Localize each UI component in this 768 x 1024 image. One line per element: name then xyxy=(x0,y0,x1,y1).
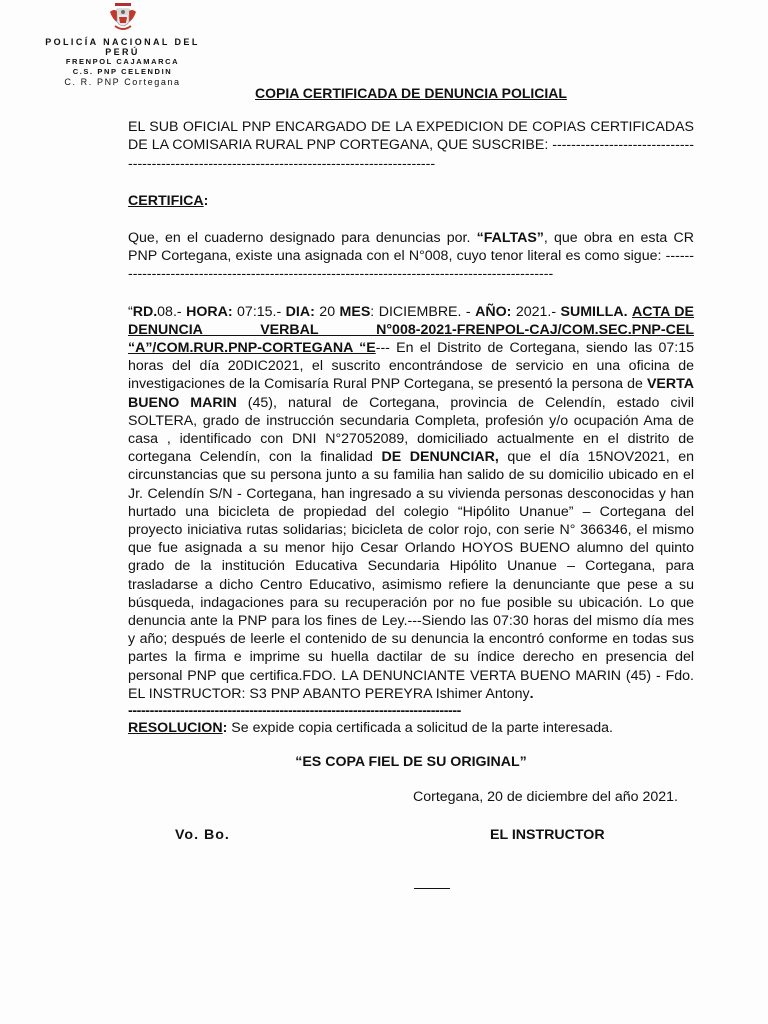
certified-copy-statement: “ES COPA FIEL DE SU ORIGINAL” xyxy=(295,754,527,771)
acta-text-1: --- En el Distrito de Cortegana, siendo las 07:15 horas del día 20DIC2021, el suscrito encontrándose de servicio en una oficina de investigaciones de la Comisaría Rural PNP Cortegana, se presentó la persona de xyxy=(128,340,694,393)
intro-paragraph: EL SUB OFICIAL PNP ENCARGADO DE LA EXPEDICION DE COPIAS CERTIFICADAS DE LA COMISARIA RURAL PNP CORTEGANA, QUE SUSCRIBE: ----------------------------------------------------------------------------------------------- xyxy=(128,119,694,172)
separator-line: ----------------------------------------------------------------------------- xyxy=(128,703,461,720)
dia-label: DIA: xyxy=(285,303,315,320)
anio-value: 2021.- xyxy=(511,303,561,320)
certifica-colon: : xyxy=(203,192,209,209)
rd-label: RD. xyxy=(132,303,158,320)
faltas-label: “FALTAS” xyxy=(476,230,544,247)
rd-value: 08.- xyxy=(157,303,187,320)
anio-label: AÑO: xyxy=(475,303,512,320)
sumilla-value: ACTA DE DENUNCIA VERBAL N°008-2021-FRENPOL-CAJ/COM.SEC.PNP-CEL “A”/COM.RUR.PNP-CORTEGANA “E xyxy=(128,303,694,357)
place-date: Cortegana, 20 de diciembre del año 2021. xyxy=(412,788,678,805)
institution-name: POLICÍA NACIONAL DEL PERÚ xyxy=(45,37,200,57)
sumilla-label: SUMILLA. xyxy=(560,303,628,320)
regional-front: FRENPOL CAJAMARCA xyxy=(65,57,180,66)
instructor-label: EL INSTRUCTOR xyxy=(490,826,605,843)
complainant-name: VERTA BUENO MARIN xyxy=(128,376,694,411)
acta-text-3: que el día 15NOV2021, en circunstancias que su persona junto a su familia han salido de su domicilio ubicado en el Jr. Celendín S/N - Cortegana, han ingresado a su vivienda personas desconocidas y han hurtado una bicicleta de propiedad del colegio “Hipólito Unanue” – Cortegana del proyecto iniciativa rutas solidarias; bicicleta de color rojo, con serie N° 366346, el mismo que fue asignada a su menor hijo Cesar Orlando HOYOS BUENO alumno del quinto grado de la institución Educativa Secundaria Hipólito Unanue – Cortegana, para trasladarse a dicho Centro Educativo, asimismo refiere la denunciante que pese a su búsqueda, indagaciones para su recuperación por no fue posible su ubicación. Lo que denuncia ante la PNP para los fines de Ley.---Siendo las 07:30 horas del mismo día mes y año; después de leerle el contenido de su denuncia la encontró conforme en todas sus partes la firma e imprime su huella dactilar de su índice derecho en presencia del personal PNP que certifica.FDO. LA DENUNCIANTE VERTA BUENO MARIN (45) - Fdo. EL INSTRUCTOR: S3 PNP ABANTO PEREYRA Ishimer Antony xyxy=(128,449,694,702)
document-body xyxy=(128,84,694,846)
sector-station: C.S. PNP CELENDIN xyxy=(72,67,173,76)
resolucion-colon: : xyxy=(222,720,228,737)
letterhead xyxy=(30,0,215,87)
acta-paragraph xyxy=(128,303,694,703)
peru-coat-of-arms-icon xyxy=(106,2,140,36)
certifica-heading xyxy=(128,192,694,210)
signature-line xyxy=(414,888,450,889)
document-title: COPIA CERTIFICADA DE DENUNCIA POLICIAL xyxy=(255,85,567,101)
mes-label: MES xyxy=(339,303,371,320)
hora-label: HORA: xyxy=(186,303,233,320)
acta-end: . xyxy=(529,685,534,702)
resolucion-text: Se expide copia certificada a solicitud de la parte interesada. xyxy=(227,720,613,737)
vobo-label: Vo. Bo. xyxy=(175,826,230,843)
purpose-label: DE DENUNCIAR, xyxy=(381,449,499,466)
que-text-pre: Que, en el cuaderno designado para denuncias por. xyxy=(128,230,477,247)
resolucion-paragraph xyxy=(128,719,694,737)
mes-value: : DICIEMBRE. - xyxy=(370,303,476,320)
acta-quote: “ xyxy=(128,303,133,320)
que-text-post: , que obra en esta CR PNP Cortegana, existe una asignada con el N°008, cuyo tenor literal es como sigue: ------------------------------------------------------------------------------------------------ xyxy=(128,230,695,283)
hora-value: 07:15.- xyxy=(232,303,286,320)
certifica-label: CERTIFICA xyxy=(128,192,204,209)
acta-text-2: (45), natural de Cortegana, provincia de Celendín, estado civil SOLTERA, grado de instrucción secundaria Completa, profesión y/o ocupación Ama de casa , identificado con DNI N°27052089, domiciliado actualmente en el distrito de cortegana Celendín, con la finalidad xyxy=(128,394,694,466)
dia-value: 20 xyxy=(314,303,340,320)
resolucion-label: RESOLUCION xyxy=(128,720,223,737)
signature-block xyxy=(128,826,694,846)
rural-station: C. R. PNP Cortegana xyxy=(64,77,181,87)
que-paragraph xyxy=(128,229,694,284)
